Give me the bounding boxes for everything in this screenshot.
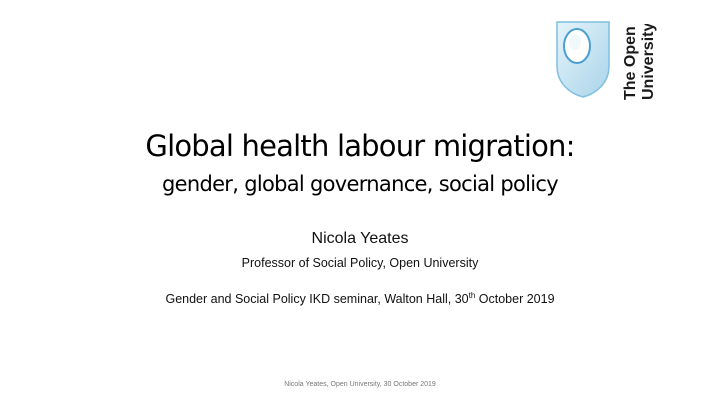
shield-icon <box>555 20 611 98</box>
logo-line-2: University <box>640 24 657 100</box>
logo-wordmark <box>617 24 657 102</box>
event-ordinal-suffix: th <box>468 290 476 300</box>
slide-subtitle: gender, global governance, social policy <box>162 172 558 196</box>
event-text-end: October 2019 <box>475 292 555 306</box>
slide-footer: Nicola Yeates, Open University, 30 October 2019 <box>284 381 436 388</box>
open-university-logo <box>555 20 665 104</box>
event-text-start: Gender and Social Policy IKD seminar, Walton Hall, 30 <box>165 292 469 306</box>
event-line <box>0 290 720 308</box>
logo-line-1: The Open <box>622 26 639 100</box>
author-role: Professor of Social Policy, Open University <box>241 256 479 270</box>
author-name: Nicola Yeates <box>311 230 409 247</box>
slide-title: Global health labour migration: <box>145 129 575 163</box>
